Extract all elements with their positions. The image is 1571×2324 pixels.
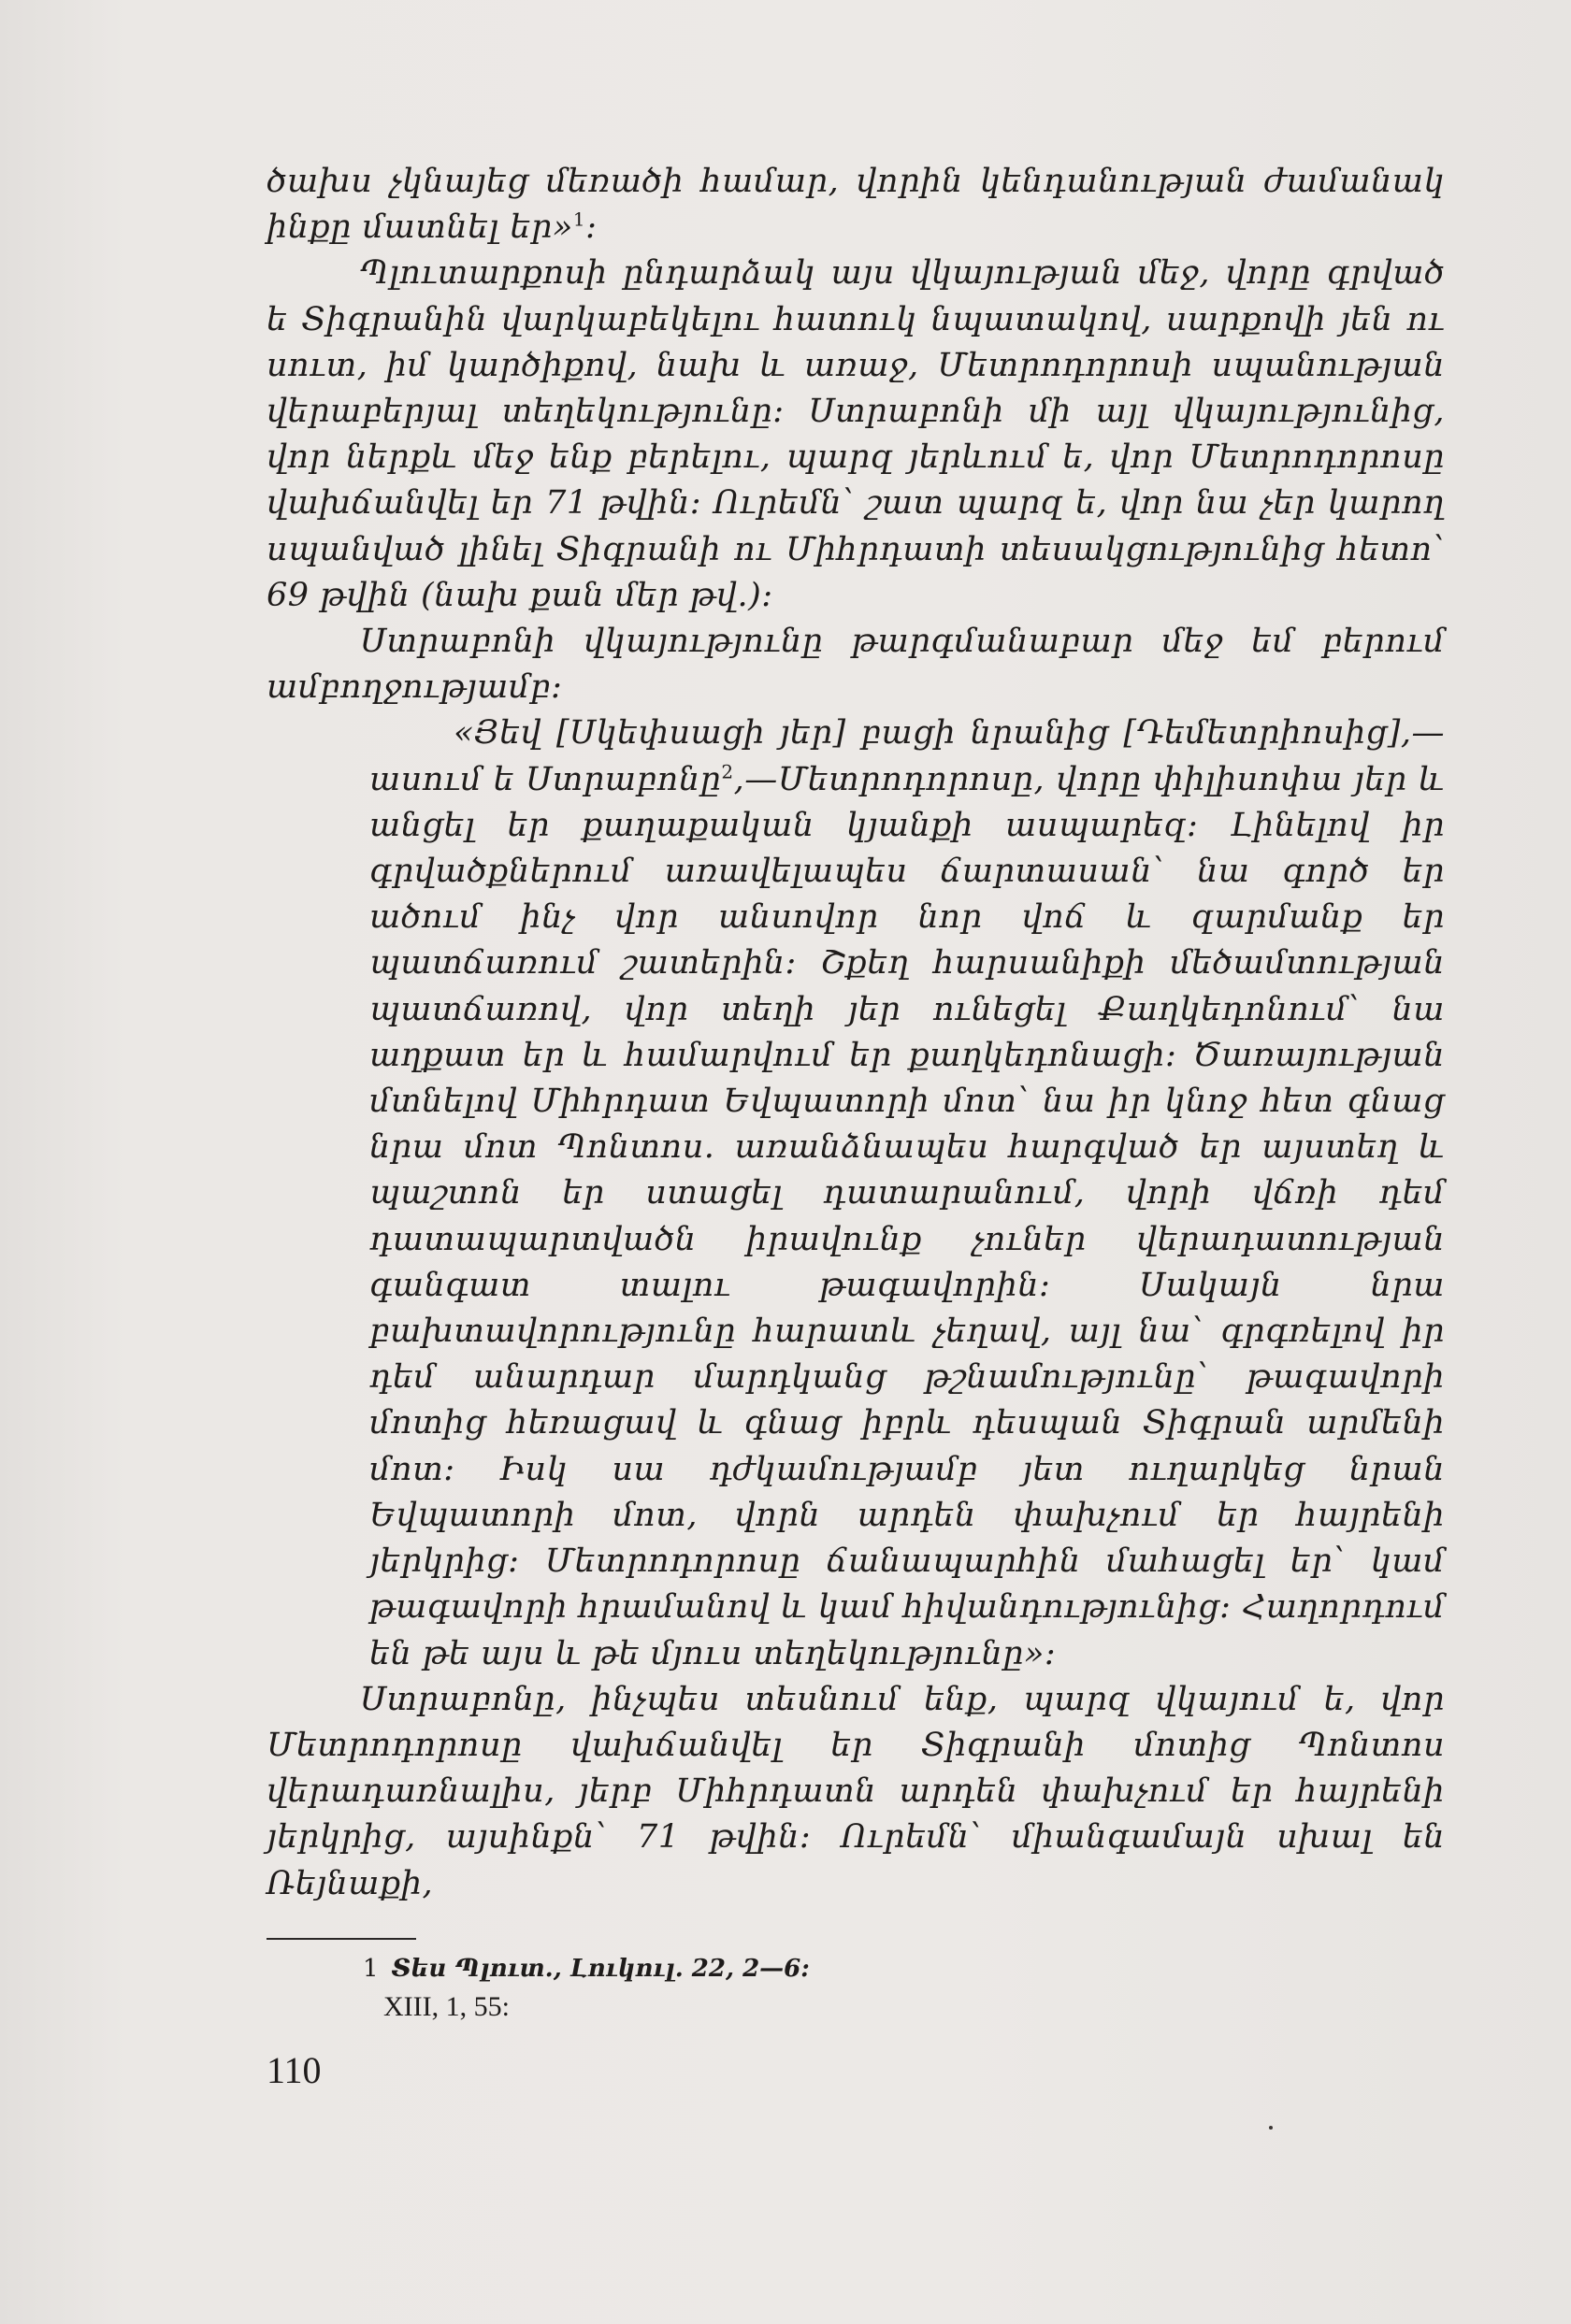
footnote-ref-2: 2 bbox=[721, 759, 734, 782]
page-number: 110 bbox=[267, 2049, 322, 2091]
footnote-1 bbox=[363, 1950, 810, 1987]
footnote-text: XIII, 1, 55: bbox=[383, 1991, 510, 2022]
footnote-divider bbox=[267, 1938, 416, 1940]
quotation: «Յեվ [Սկեփսացի յեր] բացի նրանից [Դեմետրիոսից],— ասում ե Ստրաբոնը$^2$,—Մետրոդորոսը, վորը փիլիսոփա յեր և անցել եր քաղաքական կյանքի ասպարեզ: Լինելով իր գրվածքներում առավելապես ճարտասան՝ նա գործ եր ածում ինչ վոր անսովոր նոր վոճ և զարմանք եր պատճառում շատերին: Շքեղ հարսանիքի մեծամտության պատճառով, վոր տեղի յեր ունեցել Քաղկեդոնում՝ նա աղքատ եր և համարվում եր քաղկեդոնացի: Ծառայության մտնելով Միհրդատ Եվպատորի մոտ՝ նա իր կնոջ հետ գնաց նրա մոտ Պոնտոս. առանձնապես հարգված եր այստեղ և պաշտոն եր ստացել դատարանում, վորի վճռի դեմ դատապարտվածն իրավունք չուներ վերադատության գանգատ տալու թագավորին: Սակայն նրա բախտավորությունը հարատև չեղավ, այլ նա՝ գրգռելով իր դեմ անարդար մարդկանց թշնամությունը՝ թագավորի մոտից հեռացավ և գնաց իբրև դեսպան Տիգրան արմենի մոտ: Իսկ սա դժկամությամբ յետ ուղարկեց նրան Եվպատորի մոտ, վորն արդեն փախչում եր հայրենի յերկրից: Մետրոդորոսը ճանապարհին մահացել եր՝ կամ թագավորի հրամանով և կամ հիվանդությունից: Հաղորդում են թե այս և թե մյուս տեղեկությունը»: bbox=[369, 714, 1445, 1672]
main-text bbox=[267, 159, 1445, 1907]
footnote-2 bbox=[383, 1988, 510, 2026]
footnote-text: Տես Պլուտ., Լուկուլ. 22, 2—6: bbox=[391, 1955, 810, 1983]
paper-speck bbox=[1269, 2126, 1273, 2130]
paragraph-5: Ստրաբոնը, ինչպես տեսնում ենք, պարզ վկայում ե, վոր Մետրոդորոսը վախճանվել եր Տիգրանի մոտից Պոնտոս վերադառնալիս, յերբ Միհրդատն արդեն փախչում եր հայրենի յերկրից, այսինքն՝ 71 թվին: Ուրեմն՝ միանգամայն սխալ են Ռեյնաքի, bbox=[267, 1680, 1445, 1902]
paragraph-3: Ստրաբոնի վկայությունը թարգմանաբար մեջ եմ բերում ամբողջությամբ: bbox=[267, 623, 1445, 707]
paragraph-1: ծախս չկնայեց մեռածի համար, վորին կենդանության ժամանակ ինքը մատնել եր»$^1$: bbox=[267, 163, 1445, 247]
paragraph-2: Պլուտարքոսի ընդարձակ այս վկայության մեջ, վորը գրված ե Տիգրանին վարկաբեկելու հատուկ նպատակով, սարքովի յեն ու սուտ, իմ կարծիքով, նախ և առաջ, Մետրոդորոսի սպանության վերաբերյալ տեղեկությունը: Ստրաբոնի մի այլ վկայությունից, վոր ներքև մեջ ենք բերելու, պարզ յերևում ե, վոր Մետրոդորոսը վախճանվել եր 71 թվին: Ուրեմն՝ շատ պարզ ե, վոր նա չեր կարող սպանված լինել Տիգրանի ու Միհրդատի տեսակցությունից հետո՝ 69 թվին (նախ քան մեր թվ.): bbox=[267, 254, 1445, 614]
footnote-number: 1 bbox=[363, 1955, 379, 1983]
footnote-ref-1: 1 bbox=[572, 208, 586, 231]
